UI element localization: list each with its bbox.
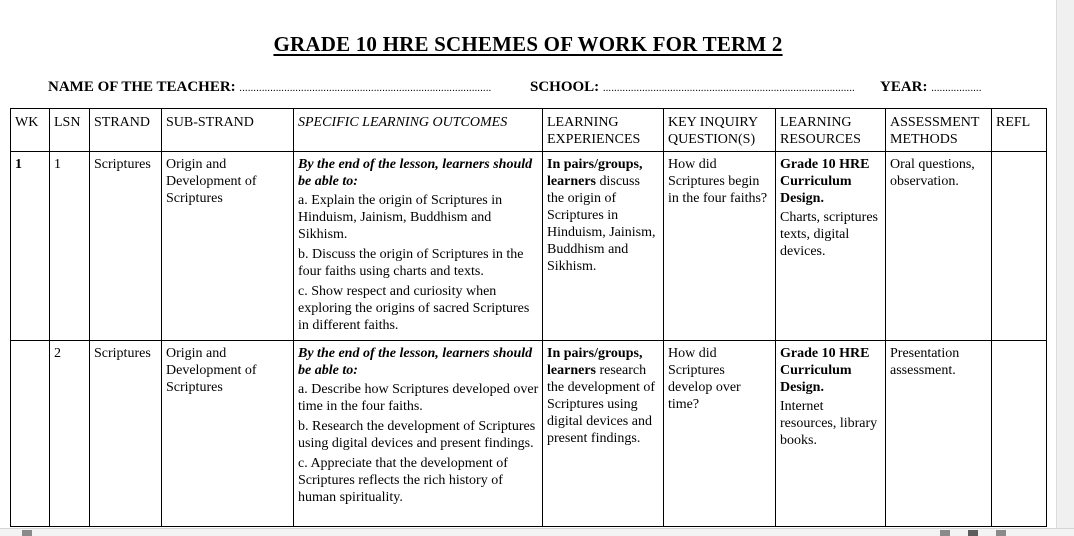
- header-substrand: SUB-STRAND: [162, 109, 294, 152]
- cell-assessment-methods: Oral questions, observation.: [886, 152, 992, 341]
- cell-learning-resources: [776, 341, 886, 527]
- cell-assessment-methods: Presentation assessment.: [886, 341, 992, 527]
- document-title-text: GRADE 10 HRE SCHEMES OF WORK FOR TERM 2: [273, 32, 783, 56]
- outcome-c: c. Appreciate that the development of Scriptures reflects the rich history of human spirituality.: [298, 456, 508, 505]
- resource-list: Charts, scriptures texts, digital devices.: [780, 210, 878, 259]
- focus-mode-icon[interactable]: [940, 530, 950, 536]
- school-field: [530, 79, 855, 96]
- header-learning-experiences: [543, 109, 664, 152]
- status-bar: [0, 528, 1074, 536]
- cell-lsn: 2: [50, 341, 90, 527]
- header-kiq-line1: KEY INQUIRY: [668, 115, 759, 130]
- cell-learning-resources: [776, 152, 886, 341]
- experience-text: research the development of Scriptures using digital devices and present findings.: [547, 363, 656, 446]
- header-exp-line1: LEARNING: [547, 115, 619, 130]
- outcome-a: a. Explain the origin of Scriptures in Hinduism, Jainism, Buddhism and Sikhism.: [298, 193, 503, 242]
- header-refl: REFL: [992, 109, 1047, 152]
- cell-key-inquiry-question: How did Scriptures begin in the four faiths?: [664, 152, 776, 341]
- year-label: YEAR:: [880, 79, 928, 95]
- schemes-table: [10, 108, 1047, 527]
- cell-substrand: Origin and Development of Scriptures: [162, 341, 294, 527]
- outcome-c: c. Show respect and curiosity when exploring the origins of sacred Scriptures in different faiths.: [298, 284, 530, 333]
- outcomes-intro: By the end of the lesson, learners should be able to:: [298, 346, 533, 378]
- outcome-b: b. Discuss the origin of Scriptures in the four faiths using charts and texts.: [298, 247, 524, 279]
- cell-wk: 1: [11, 152, 50, 341]
- resource-curriculum: Grade 10 HRE Curriculum Design.: [780, 346, 870, 395]
- header-specific-learning-outcomes: SPECIFIC LEARNING OUTCOMES: [294, 109, 543, 152]
- cell-key-inquiry-question: How did Scriptures develop over time?: [664, 341, 776, 527]
- header-assess-line1: ASSESSMENT: [890, 115, 980, 130]
- header-res-line2: RESOURCES: [780, 132, 861, 147]
- year-dots: ..................: [931, 83, 982, 94]
- print-layout-icon[interactable]: [968, 530, 978, 536]
- cell-lsn: 1: [50, 152, 90, 341]
- header-exp-line2: EXPERIENCES: [547, 132, 641, 147]
- table-header-row: [11, 109, 1047, 152]
- header-wk: WK: [11, 109, 50, 152]
- cell-learning-experiences: [543, 152, 664, 341]
- outcome-a: a. Describe how Scriptures developed over time in the four faiths.: [298, 382, 539, 414]
- header-strand: STRAND: [90, 109, 162, 152]
- resource-list: Internet resources, library books.: [780, 399, 878, 448]
- cell-substrand: Origin and Development of Scriptures: [162, 152, 294, 341]
- experience-lead: In pairs/groups, learners: [547, 346, 643, 378]
- header-assess-line2: METHODS: [890, 132, 958, 147]
- web-layout-icon[interactable]: [996, 530, 1006, 536]
- year-field: [880, 79, 982, 96]
- cell-specific-learning-outcomes: [294, 152, 543, 341]
- header-lsn: LSN: [50, 109, 90, 152]
- page-indicator-icon: [22, 530, 32, 536]
- teacher-label: NAME OF THE TEACHER:: [48, 79, 236, 95]
- cell-learning-experiences: [543, 341, 664, 527]
- cell-refl: [992, 341, 1047, 527]
- table-row: [11, 341, 1047, 527]
- header-key-inquiry-questions: [664, 109, 776, 152]
- cell-strand: Scriptures: [90, 341, 162, 527]
- school-label: SCHOOL:: [530, 79, 600, 95]
- outcome-b: b. Research the development of Scriptures using digital devices and present findings.: [298, 419, 536, 451]
- header-assessment-methods: [886, 109, 992, 152]
- header-res-line1: LEARNING: [780, 115, 852, 130]
- document-title: [0, 32, 1056, 57]
- teacher-name-field: [48, 79, 491, 96]
- header-learning-resources: [776, 109, 886, 152]
- cell-strand: Scriptures: [90, 152, 162, 341]
- table-row: [11, 152, 1047, 341]
- outcomes-intro: By the end of the lesson, learners should be able to:: [298, 157, 533, 189]
- resource-curriculum: Grade 10 HRE Curriculum Design.: [780, 157, 870, 206]
- cell-specific-learning-outcomes: [294, 341, 543, 527]
- school-dots: ..........................................................................................: [602, 83, 855, 94]
- vertical-scrollbar[interactable]: [1056, 0, 1074, 536]
- header-kiq-line2: QUESTION(S): [668, 132, 756, 147]
- experience-lead: In pairs/groups, learners: [547, 157, 643, 189]
- cell-refl: [992, 152, 1047, 341]
- cell-wk: [11, 341, 50, 527]
- teacher-dots: ..........................................................................................: [239, 83, 492, 94]
- experience-text: discuss the origin of Scriptures in Hinduism, Jainism, Buddhism and Sikhism.: [547, 174, 656, 274]
